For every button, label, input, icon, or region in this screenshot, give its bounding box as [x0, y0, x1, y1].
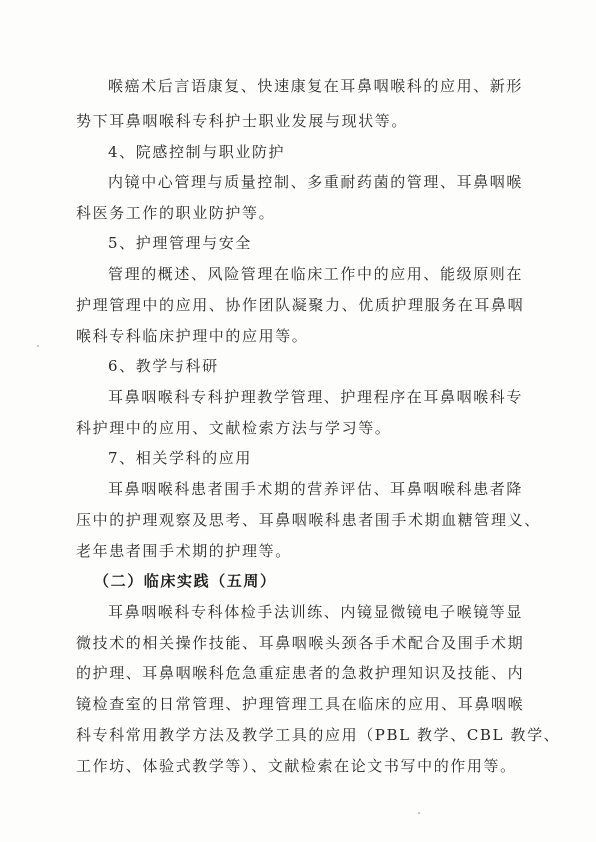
text-line: 内镜中心管理与质量控制、多重耐药菌的管理、耳鼻咽喉	[108, 173, 524, 191]
text-line: 老年患者围手术期的护理等。	[76, 542, 292, 560]
text-line: 管理的概述、风险管理在临床工作中的应用、能级原则在	[108, 265, 524, 283]
text-line: 的护理、耳鼻咽喉科危急重症患者的急救护理知识及技能、内	[76, 664, 525, 682]
section-heading: 5、护理管理与安全	[108, 234, 252, 252]
section-heading: 4、院感控制与职业防护	[108, 143, 286, 161]
text-line: 耳鼻咽喉科专科护理教学管理、护理程序在耳鼻咽喉科专	[108, 388, 524, 406]
text-line: 镜检查室的日常管理、护理管理工具在临床的应用、耳鼻咽喉	[76, 695, 525, 713]
text-line: 科医务工作的职业防护等。	[76, 204, 276, 222]
text-line: 工作坊、体验式教学等）、文献检索在论文书写中的作用等。	[76, 757, 517, 775]
subsection-heading: （二）临床实践（五周）	[94, 572, 277, 590]
scan-speck	[418, 812, 420, 814]
text-line: 科护理中的应用、文献检索方法与学习等。	[76, 419, 392, 437]
text-line: 科专科常用教学方法及教学工具的应用（PBL 教学、CBL 教学、	[76, 726, 561, 744]
text-line: 耳鼻咽喉科专科体检手法训练、内镜显微镜电子喉镜等显	[108, 603, 524, 621]
section-heading: 6、教学与科研	[108, 357, 219, 375]
text-line: 耳鼻咽喉科患者围手术期的营养评估、耳鼻咽喉科患者降	[108, 480, 524, 498]
text-line: 喉癌术后言语康复、快速康复在耳鼻咽喉科的应用、新形	[108, 77, 524, 95]
text-line: 势下耳鼻咽喉科专科护士职业发展与现状等。	[76, 112, 409, 130]
section-heading: 7、相关学科的应用	[108, 449, 252, 467]
text-line: 喉科专科临床护理中的应用等。	[76, 327, 309, 345]
text-line: 压中的护理观察及思考、耳鼻咽喉科患者围手术期血糖管理义、	[76, 511, 541, 529]
scan-speck	[37, 345, 39, 347]
text-line: 微技术的相关操作技能、耳鼻咽喉头颈各手术配合及围手术期	[76, 634, 525, 652]
text-line: 护理管理中的应用、协作团队凝聚力、优质护理服务在耳鼻咽	[76, 296, 525, 314]
